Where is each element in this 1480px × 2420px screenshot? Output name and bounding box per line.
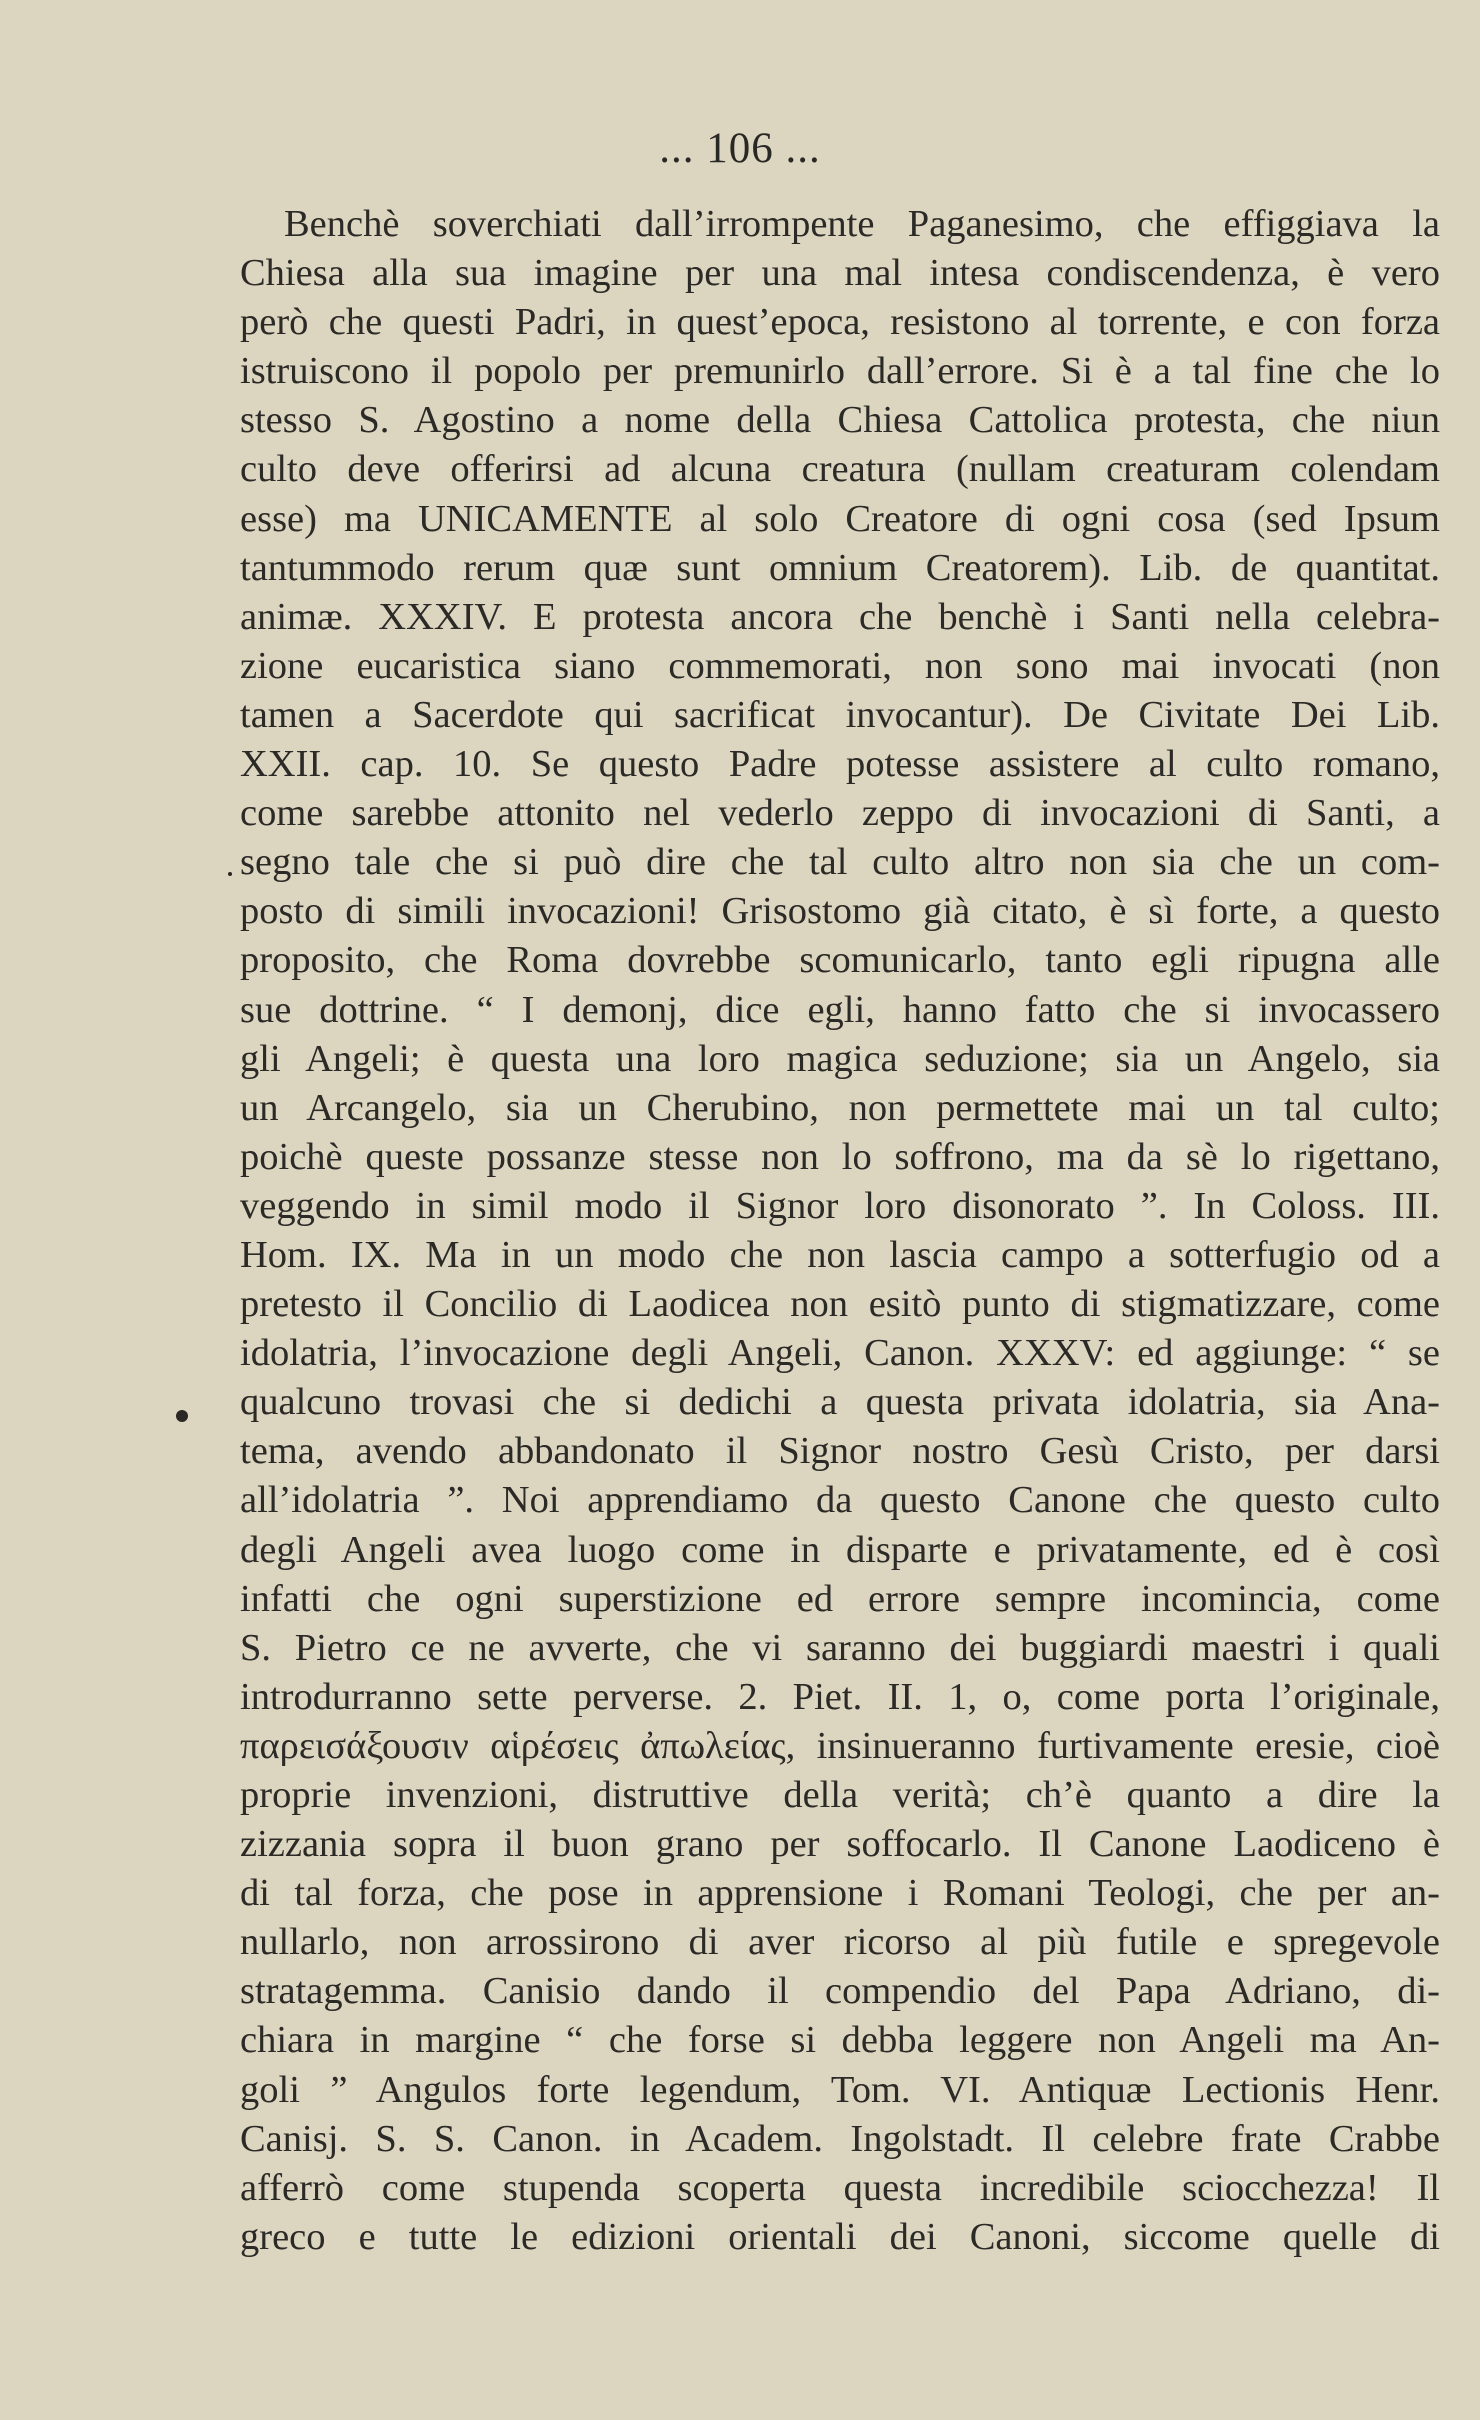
text-line: παρεισάξουσιν αἱρέσεις ἀπωλείας, insinueranno furtivamente eresie, cioè: [240, 1724, 1440, 1767]
text-line: segno tale che si può dire che tal culto altro non sia che un com-: [240, 841, 1440, 884]
ink-speck: [228, 872, 232, 876]
text-line: posto di simili invocazioni! Grisostomo già citato, è sì forte, a questo: [240, 890, 1440, 933]
text-line: di tal forza, che pose in apprensione i Romani Teologi, che per an-: [240, 1872, 1440, 1915]
text-line: nullarlo, non arrossirono di aver ricorso al più futile e spregevole: [240, 1921, 1440, 1964]
text-line: poichè queste possanze stesse non lo soffrono, ma da sè lo rigettano,: [240, 1135, 1440, 1178]
page-number: ... 106 ...: [659, 125, 821, 172]
text-line: esse) ma UNICAMENTE al solo Creatore di ogni cosa (sed Ipsum: [240, 497, 1440, 540]
text-line: istruiscono il popolo per premunirlo dall’errore. Si è a tal fine che lo: [240, 350, 1440, 393]
text-line: qualcuno trovasi che si dedichi a questa privata idolatria, sia Ana-: [240, 1381, 1440, 1424]
body-text: [240, 200, 1440, 2262]
text-line: afferrò come stupenda scoperta questa incredibile sciocchezza! Il: [240, 2166, 1440, 2209]
text-line: veggendo in simil modo il Signor loro disonorato ”. In Coloss. III.: [240, 1184, 1440, 1227]
text-line: Canisj. S. S. Canon. in Academ. Ingolstadt. Il celebre frate Crabbe: [240, 2117, 1440, 2160]
text-line: come sarebbe attonito nel vederlo zeppo di invocazioni di Santi, a: [240, 792, 1440, 835]
text-line: Hom. IX. Ma in un modo che non lascia campo a sotterfugio od a: [240, 1233, 1440, 1276]
text-line: goli ” Angulos forte legendum, Tom. VI. Antiquæ Lectionis Henr.: [240, 2068, 1440, 2111]
text-line: sue dottrine. “ I demonj, dice egli, hanno fatto che si invocassero: [240, 988, 1440, 1031]
text-line: idolatria, l’invocazione degli Angeli, Canon. XXXV: ed aggiunge: “ se: [240, 1332, 1440, 1375]
text-line: proposito, che Roma dovrebbe scomunicarlo, tanto egli ripugna alle: [240, 939, 1440, 982]
text-line: proprie invenzioni, distruttive della verità; ch’è quanto a dire la: [240, 1774, 1440, 1816]
text-line: stratagemma. Canisio dando il compendio del Papa Adriano, di-: [240, 1970, 1440, 2013]
text-line: zizzania sopra il buon grano per soffocarlo. Il Canone Laodiceno è: [240, 1823, 1440, 1866]
text-line: però che questi Padri, in quest’epoca, resistono al torrente, e con forza: [240, 301, 1440, 344]
text-line: greco e tutte le edizioni orientali dei Canoni, siccome quelle di: [240, 2215, 1440, 2258]
ink-blot: [176, 1410, 188, 1422]
text-line: degli Angeli avea luogo come in disparte e privatamente, ed è così: [240, 1528, 1440, 1571]
text-line: S. Pietro ce ne avverte, che vi saranno dei buggiardi maestri i quali: [240, 1626, 1440, 1669]
text-line: culto deve offerirsi ad alcuna creatura (nullam creaturam colendam: [240, 448, 1440, 491]
text-line: stesso S. Agostino a nome della Chiesa Cattolica protesta, che niun: [240, 399, 1440, 442]
text-line: chiara in margine “ che forse si debba leggere non Angeli ma An-: [240, 2019, 1440, 2062]
text-line: all’idolatria ”. Noi apprendiamo da questo Canone che questo culto: [240, 1479, 1440, 1522]
text-line: Chiesa alla sua imagine per una mal intesa condiscendenza, è vero: [240, 252, 1440, 295]
text-line: gli Angeli; è questa una loro magica seduzione; sia un Angelo, sia: [240, 1037, 1440, 1080]
text-line: tantummodo rerum quæ sunt omnium Creatorem). Lib. de quantitat.: [240, 546, 1440, 589]
text-line: Benchè soverchiati dall’irrompente Paganesimo, che effiggiava la: [284, 203, 1440, 245]
text-line: zione eucaristica siano commemorati, non sono mai invocati (non: [240, 644, 1440, 687]
text-line: infatti che ogni superstizione ed errore sempre incomincia, come: [240, 1577, 1440, 1620]
text-line: un Arcangelo, sia un Cherubino, non permettete mai un tal culto;: [240, 1086, 1440, 1129]
text-line: pretesto il Concilio di Laodicea non esitò punto di stigmatizzare, come: [240, 1283, 1440, 1326]
text-line: tema, avendo abbandonato il Signor nostro Gesù Cristo, per darsi: [240, 1430, 1440, 1473]
text-line: introdurranno sette perverse. 2. Piet. II. 1, o, come porta l’originale,: [240, 1675, 1440, 1718]
text-line: animæ. XXXIV. E protesta ancora che benchè i Santi nella celebra-: [240, 595, 1440, 638]
text-line: tamen a Sacerdote qui sacrificat invocantur). De Civitate Dei Lib.: [240, 693, 1440, 736]
text-line: XXII. cap. 10. Se questo Padre potesse assistere al culto romano,: [240, 743, 1440, 786]
